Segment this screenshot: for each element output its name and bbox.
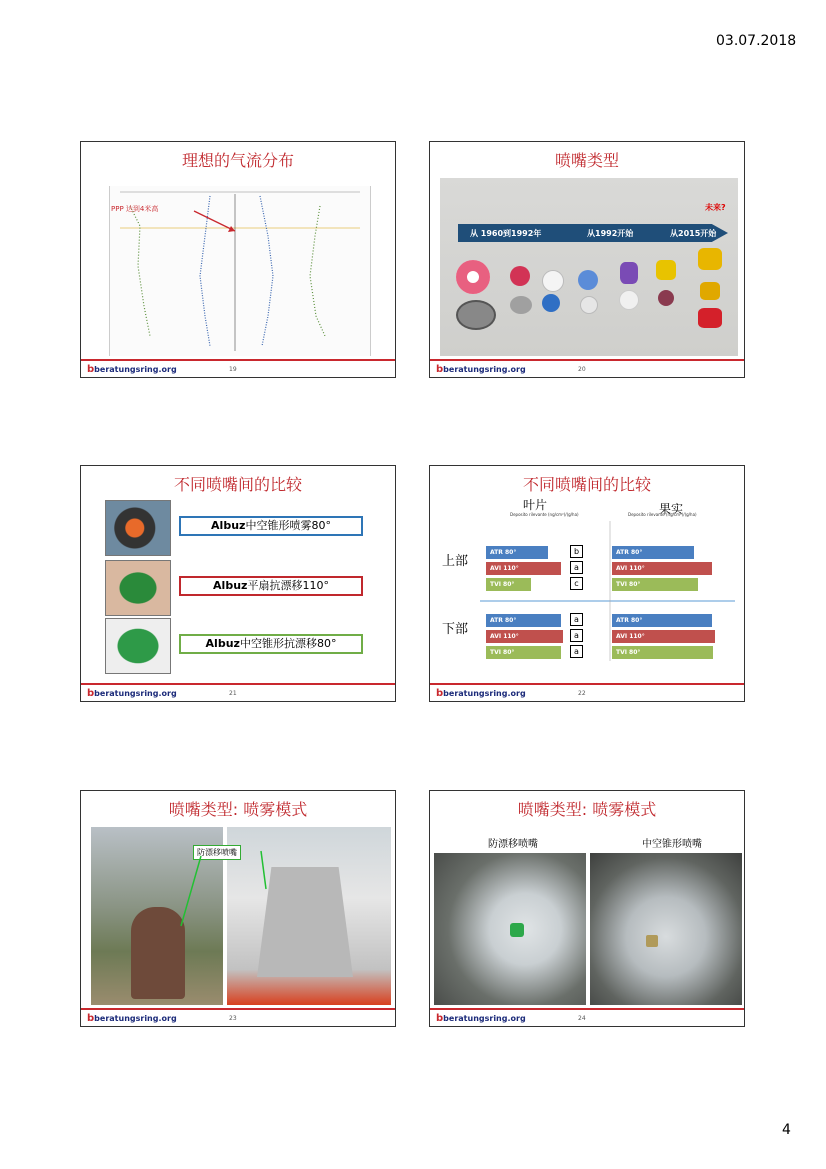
nozzle-yellow-fan-2: [700, 282, 720, 300]
nozzle-white-cap: [619, 290, 639, 310]
slide-21: [80, 465, 396, 702]
significance-letter: c: [570, 577, 583, 590]
footer-line: [430, 1008, 744, 1010]
hollow-cone-nozzle-label: 中空锥形喷嘴: [642, 839, 702, 850]
slide-22: [429, 465, 745, 702]
logo-mark-icon: b: [436, 364, 444, 375]
slide-number: 19: [229, 366, 237, 373]
timeline-label-1: 从 1960到1992年: [470, 229, 542, 238]
slide-19: [80, 141, 396, 378]
slide-20: [429, 141, 745, 378]
chart-bar: AVI 110°: [486, 562, 561, 575]
footer-line: [430, 359, 744, 361]
significance-letter: a: [570, 629, 583, 642]
timeline-label-3: 从2015开始: [670, 229, 717, 238]
footer-logo: bberatungsring.org: [87, 364, 177, 375]
nozzle-white-disc: [542, 270, 564, 292]
nozzle-label-anti-drift: Albuz中空锥形抗漂移80°: [179, 634, 363, 654]
footer-logo: bberatungsring.org: [87, 1013, 177, 1024]
logo-mark-icon: b: [436, 1013, 444, 1024]
nozzle-metal-disc: [456, 300, 496, 330]
slide-number: 24: [578, 1015, 586, 1022]
ppp-annotation: PPP 达到4米高: [111, 205, 159, 213]
footer-line: [430, 683, 744, 685]
footer-line: [81, 1008, 395, 1010]
chart-bar: ATR 80°: [612, 546, 694, 559]
row-upper: 上部: [442, 554, 469, 569]
nozzle-photo-hollow-cone: [105, 500, 171, 556]
slide-number: 20: [578, 366, 586, 373]
footer-logo: bberatungsring.org: [436, 688, 526, 699]
leaf-header: 叶片: [523, 498, 548, 512]
slide-number: 21: [229, 690, 237, 697]
green-nozzle-icon: [510, 923, 524, 937]
nozzle-label-hollow-cone: Albuz中空锥形喷雾80°: [179, 516, 363, 536]
slide-24: [429, 790, 745, 1027]
hollow-cone-spray-photo: [590, 853, 742, 1005]
slide-23: [80, 790, 396, 1027]
fruit-header: 果实: [659, 502, 684, 516]
nozzle-white-core: [580, 296, 598, 314]
nozzle-red-disc: [510, 266, 530, 286]
footer-logo: bberatungsring.org: [87, 688, 177, 699]
annotation-arrows: [81, 791, 396, 1027]
footer-line: [81, 683, 395, 685]
slide-number: 22: [578, 690, 586, 697]
nozzle-pink-disc: [456, 260, 490, 294]
slide-title: 理想的气流分布: [181, 151, 294, 170]
logo-mark-icon: b: [87, 1013, 95, 1024]
chart-bar: TVI 80°: [612, 578, 698, 591]
footer-logo: bberatungsring.org: [436, 1013, 526, 1024]
footer-line: [81, 359, 395, 361]
chart-bar: AVI 110°: [612, 630, 715, 643]
nozzle-blue-core: [578, 270, 598, 290]
anti-drift-spray-photo: [434, 853, 586, 1005]
slide-title: 喷嘴类型: 喷雾模式: [517, 800, 657, 819]
brass-nozzle-icon: [646, 935, 658, 947]
document-date: 03.07.2018: [716, 33, 797, 49]
slide-title: 不同喷嘴间的比较: [173, 475, 302, 494]
slide-title: 不同喷嘴间的比较: [522, 475, 651, 494]
slide-title: 喷嘴类型: 喷雾模式: [168, 800, 308, 819]
chart-bar: TVI 80°: [486, 578, 531, 591]
slide-number: 23: [229, 1015, 237, 1022]
nozzle-red-fan: [698, 308, 722, 328]
logo-mark-icon: b: [87, 364, 95, 375]
nozzle-yellow-cap: [656, 260, 676, 280]
slide-title: 喷嘴类型: [554, 151, 619, 170]
chart-bar: AVI 110°: [612, 562, 712, 575]
anti-drift-nozzle-label: 防漂移喷嘴: [488, 839, 538, 850]
logo-mark-icon: b: [87, 688, 95, 699]
axis-title-leaf: Deposito rilevante (ng/cm²)/(g/ha): [510, 512, 579, 517]
nozzle-grey-disc: [510, 296, 532, 314]
significance-letter: a: [570, 613, 583, 626]
chart-bar: ATR 80°: [612, 614, 712, 627]
nozzle-blue-disc: [542, 294, 560, 312]
significance-letter: a: [570, 645, 583, 658]
significance-letter: b: [570, 545, 583, 558]
nozzle-photo-flat-fan: [105, 560, 171, 616]
row-lower: 下部: [442, 622, 469, 637]
footer-logo: bberatungsring.org: [436, 364, 526, 375]
nozzle-maroon-cap: [658, 290, 674, 306]
nozzle-label-flat-fan: Albuz平扇抗漂移110°: [179, 576, 363, 596]
chart-bar: AVI 110°: [486, 630, 563, 643]
chart-bar: ATR 80°: [486, 614, 561, 627]
chart-bar: ATR 80°: [486, 546, 548, 559]
page-number: 4: [782, 1122, 791, 1138]
anti-drift-label: 防漂移喷嘴: [193, 845, 241, 860]
axis-title-fruit: Deposito rilevante (ng/cm²)/(g/ha): [628, 512, 697, 517]
nozzle-photo-anti-drift: [105, 618, 171, 674]
timeline-label-2: 从1992开始: [587, 229, 634, 238]
significance-letter: a: [570, 561, 583, 574]
future-label: 未来?: [705, 203, 726, 212]
nozzle-yellow-fan: [698, 248, 722, 270]
nozzle-purple-cap: [620, 262, 638, 284]
logo-mark-icon: b: [436, 688, 444, 699]
chart-bar: TVI 80°: [612, 646, 713, 659]
chart-bar: TVI 80°: [486, 646, 561, 659]
